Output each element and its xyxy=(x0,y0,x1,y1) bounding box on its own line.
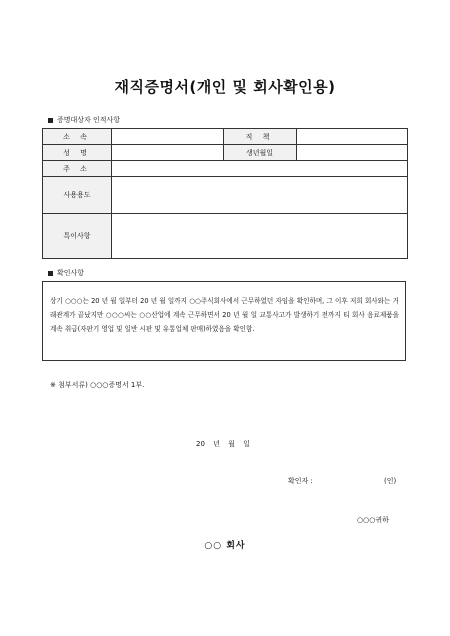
birthdate-label: 생년월일 xyxy=(223,145,296,161)
attachment-note: ※ 첨부서류) ○○○증명서 1부. xyxy=(50,381,145,389)
purpose-value[interactable] xyxy=(112,177,408,214)
subject-info-table xyxy=(42,128,408,259)
address-value[interactable] xyxy=(112,161,408,177)
affiliation-value[interactable] xyxy=(112,129,224,145)
purpose-label: 사용용도 xyxy=(43,177,112,214)
company-name: ○○ 회사 xyxy=(204,541,246,551)
document-title: 재직증명서(개인 및 회사확인용) xyxy=(114,78,336,96)
issue-date: 20 년 월 일 xyxy=(196,440,250,448)
confirmation-text: 상기 ○○○는 20 년 월 일부터 20 년 월 일까지 ○○주식회사에서 근무하였던 자임을 확인하며, 그 이후 저희 회사와는 거래관계가 끝났지만 ○○○씨는 ○○산업에 계속 근무하면서 20 년 월 일 교통사고가 발생하기 전까지 티 회사 음료제품을 계속 취급(자판기 영업 및 일반 시판 및 유통업체 판매)하였음을 확인함. xyxy=(42,281,406,361)
section-subject-info xyxy=(48,115,120,125)
position-value[interactable] xyxy=(296,129,408,145)
address-label: 주 소 xyxy=(43,161,112,177)
table-row xyxy=(43,145,408,161)
section-confirmation-label: 확인사항 xyxy=(57,269,85,277)
table-row xyxy=(43,129,408,145)
remarks-label: 특이사항 xyxy=(43,214,112,259)
table-row xyxy=(43,214,408,259)
birthdate-value[interactable] xyxy=(296,145,408,161)
name-value[interactable] xyxy=(112,145,224,161)
affiliation-label: 소 속 xyxy=(43,129,112,145)
table-row xyxy=(43,161,408,177)
position-label: 직 책 xyxy=(223,129,296,145)
section-confirmation xyxy=(48,268,84,278)
addressee: ○○○귀하 xyxy=(357,516,389,524)
square-bullet-icon xyxy=(48,118,53,123)
remarks-value[interactable] xyxy=(112,214,408,259)
seal-mark: (인) xyxy=(384,477,397,485)
table-row xyxy=(43,177,408,214)
name-label: 성 명 xyxy=(43,145,112,161)
square-bullet-icon xyxy=(48,271,53,276)
confirmer-label: 확인자 : xyxy=(288,477,313,485)
section-subject-info-label: 증명대상자 인적사항 xyxy=(57,116,121,124)
